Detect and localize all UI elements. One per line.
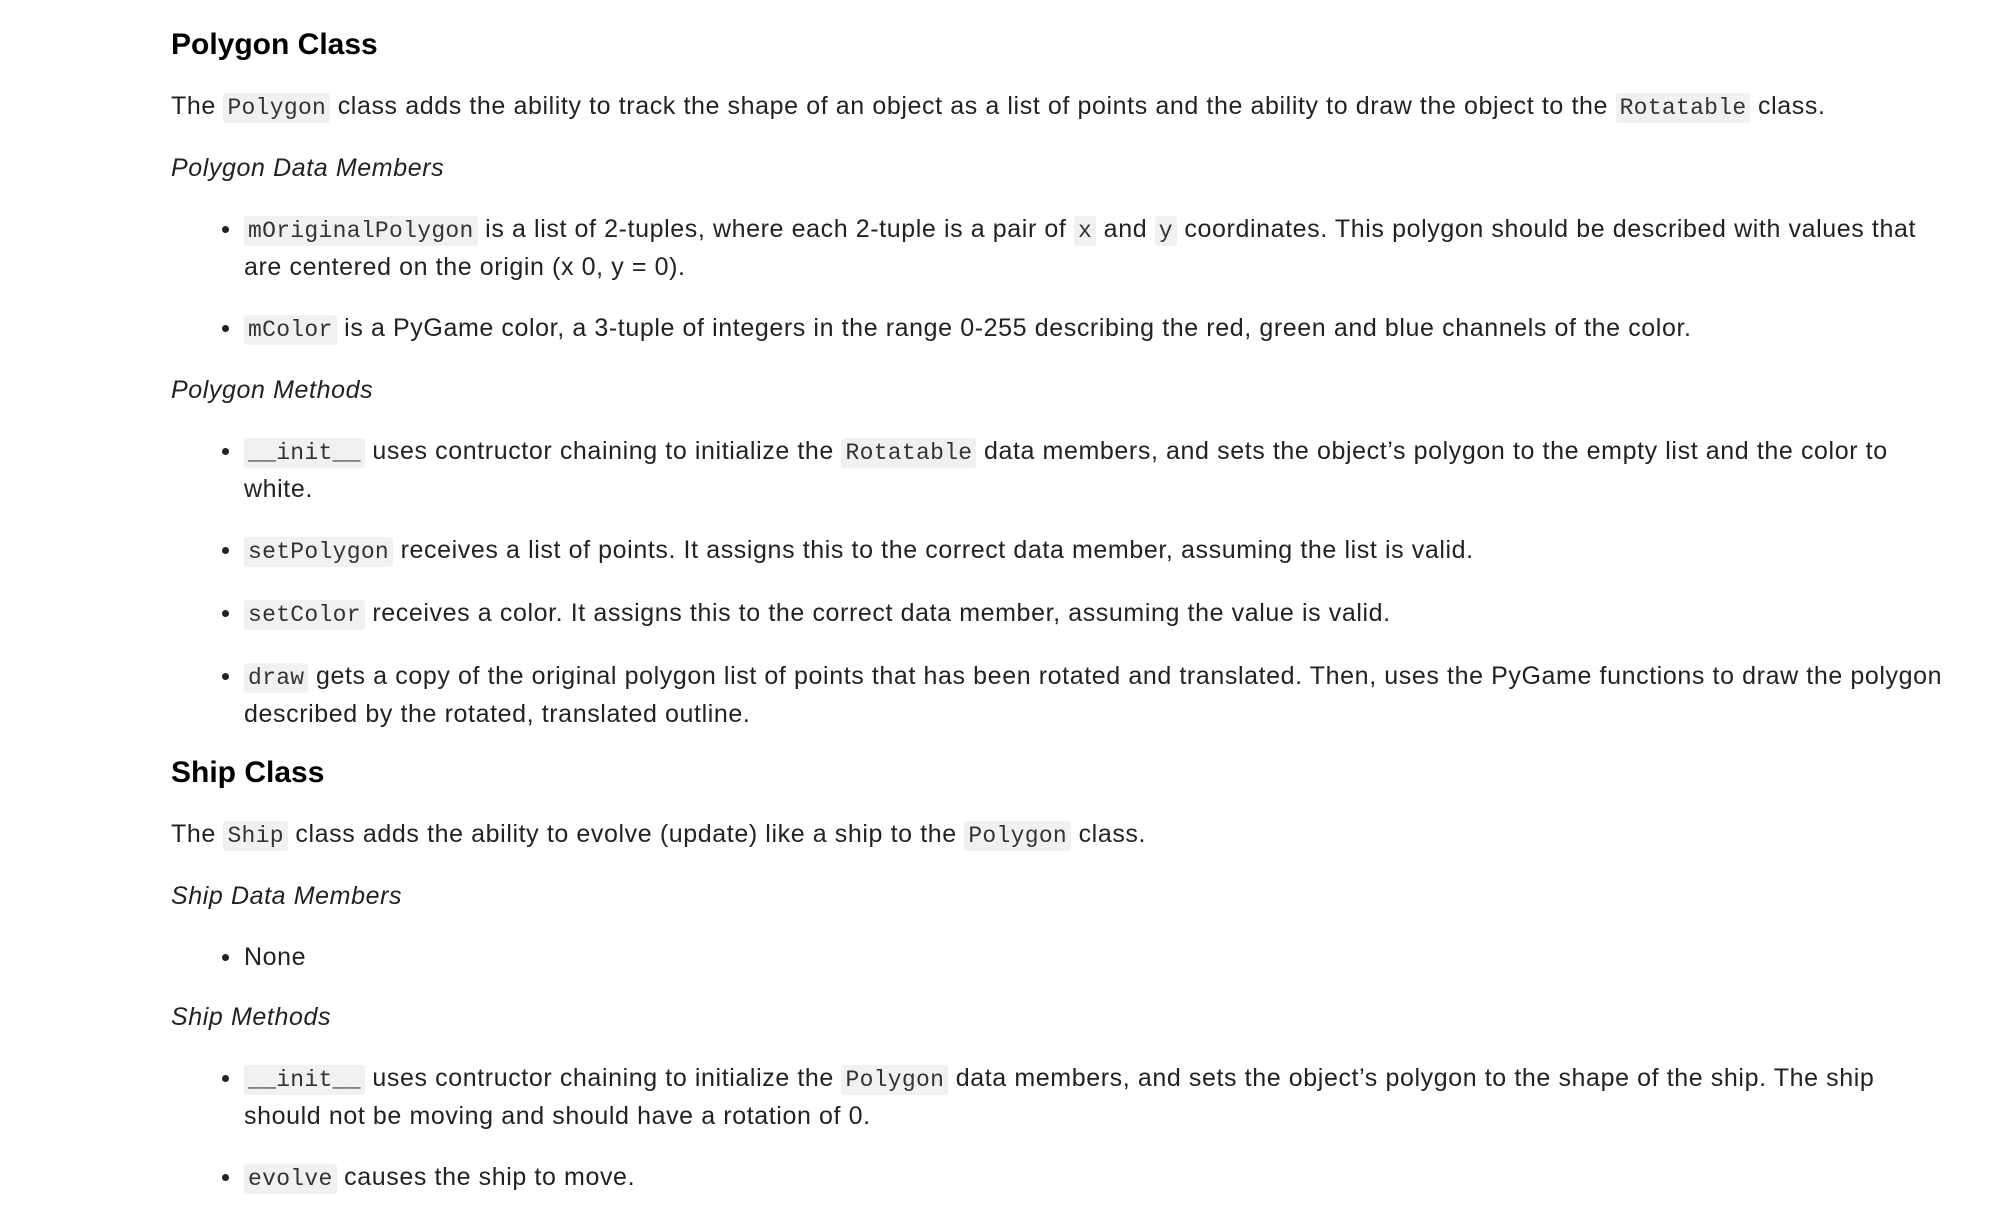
ship-class-intro: The Ship class adds the ability to evolve (update) like a ship to the Polygon class. — [171, 820, 1147, 849]
polygon-data-members-heading: Polygon Data Members — [171, 154, 445, 182]
list-item: __init__ uses contructor chaining to initialize the Rotatable data members, and sets the object’s polygon to the empty list and the color to white. — [171, 433, 1956, 507]
bullet-icon — [222, 226, 229, 233]
code-polygon: Polygon — [841, 1065, 948, 1095]
list-item: setPolygon receives a list of points. It assigns this to the correct data member, assuming the list is valid. — [171, 532, 1956, 570]
code-ship: Ship — [223, 821, 287, 851]
bullet-icon — [222, 547, 229, 554]
ship-data-members-heading: Ship Data Members — [171, 882, 403, 910]
list-item: draw gets a copy of the original polygon list of points that has been rotated and translated. Then, uses the PyGame functions to draw the polygon described by the rotated, translated outline. — [171, 658, 1956, 732]
bullet-icon — [222, 1174, 229, 1181]
bullet-icon — [222, 1075, 229, 1082]
code-init: __init__ — [244, 438, 365, 468]
list-item: mColor is a PyGame color, a 3-tuple of integers in the range 0-255 describing the red, green and blue channels of the color. — [171, 310, 1956, 348]
ship-class-heading: Ship Class — [171, 756, 325, 789]
code-moriginalpolygon: mOriginalPolygon — [244, 216, 478, 246]
code-polygon: Polygon — [223, 93, 330, 123]
polygon-data-members-list — [171, 211, 1956, 348]
code-y: y — [1155, 216, 1177, 246]
code-draw: draw — [244, 663, 308, 693]
list-item: setColor receives a color. It assigns this to the correct data member, assuming the value is valid. — [171, 595, 1956, 633]
list-item: None — [171, 939, 1956, 975]
polygon-methods-heading: Polygon Methods — [171, 376, 374, 404]
polygon-class-intro: The Polygon class adds the ability to track the shape of an object as a list of points and the ability to draw the object to the Rotatable class. — [171, 92, 1826, 121]
code-polygon: Polygon — [964, 821, 1071, 851]
ship-methods-heading: Ship Methods — [171, 1003, 332, 1031]
code-x: x — [1074, 216, 1096, 246]
polygon-class-heading: Polygon Class — [171, 28, 378, 61]
code-rotatable: Rotatable — [841, 438, 976, 468]
list-item: evolve causes the ship to move. — [171, 1159, 1956, 1197]
bullet-icon — [222, 448, 229, 455]
ship-methods-list — [171, 1060, 1956, 1197]
bullet-icon — [222, 673, 229, 680]
list-item: __init__ uses contructor chaining to initialize the Polygon data members, and sets the object’s polygon to the shape of the ship. The ship should not be moving and should have a rotation of 0. — [171, 1060, 1956, 1134]
code-init: __init__ — [244, 1065, 365, 1095]
bullet-icon — [222, 954, 229, 961]
list-item: mOriginalPolygon is a list of 2-tuples, where each 2-tuple is a pair of x and y coordinates. This polygon should be described with values that are centered on the origin (x 0, y = 0). — [171, 211, 1956, 285]
bullet-icon — [222, 610, 229, 617]
code-setcolor: setColor — [244, 600, 365, 630]
polygon-methods-list — [171, 433, 1956, 732]
code-evolve: evolve — [244, 1164, 337, 1194]
code-mcolor: mColor — [244, 315, 337, 345]
code-setpolygon: setPolygon — [244, 537, 393, 567]
code-rotatable: Rotatable — [1616, 93, 1751, 123]
bullet-icon — [222, 325, 229, 332]
ship-data-members-list — [171, 939, 1956, 975]
